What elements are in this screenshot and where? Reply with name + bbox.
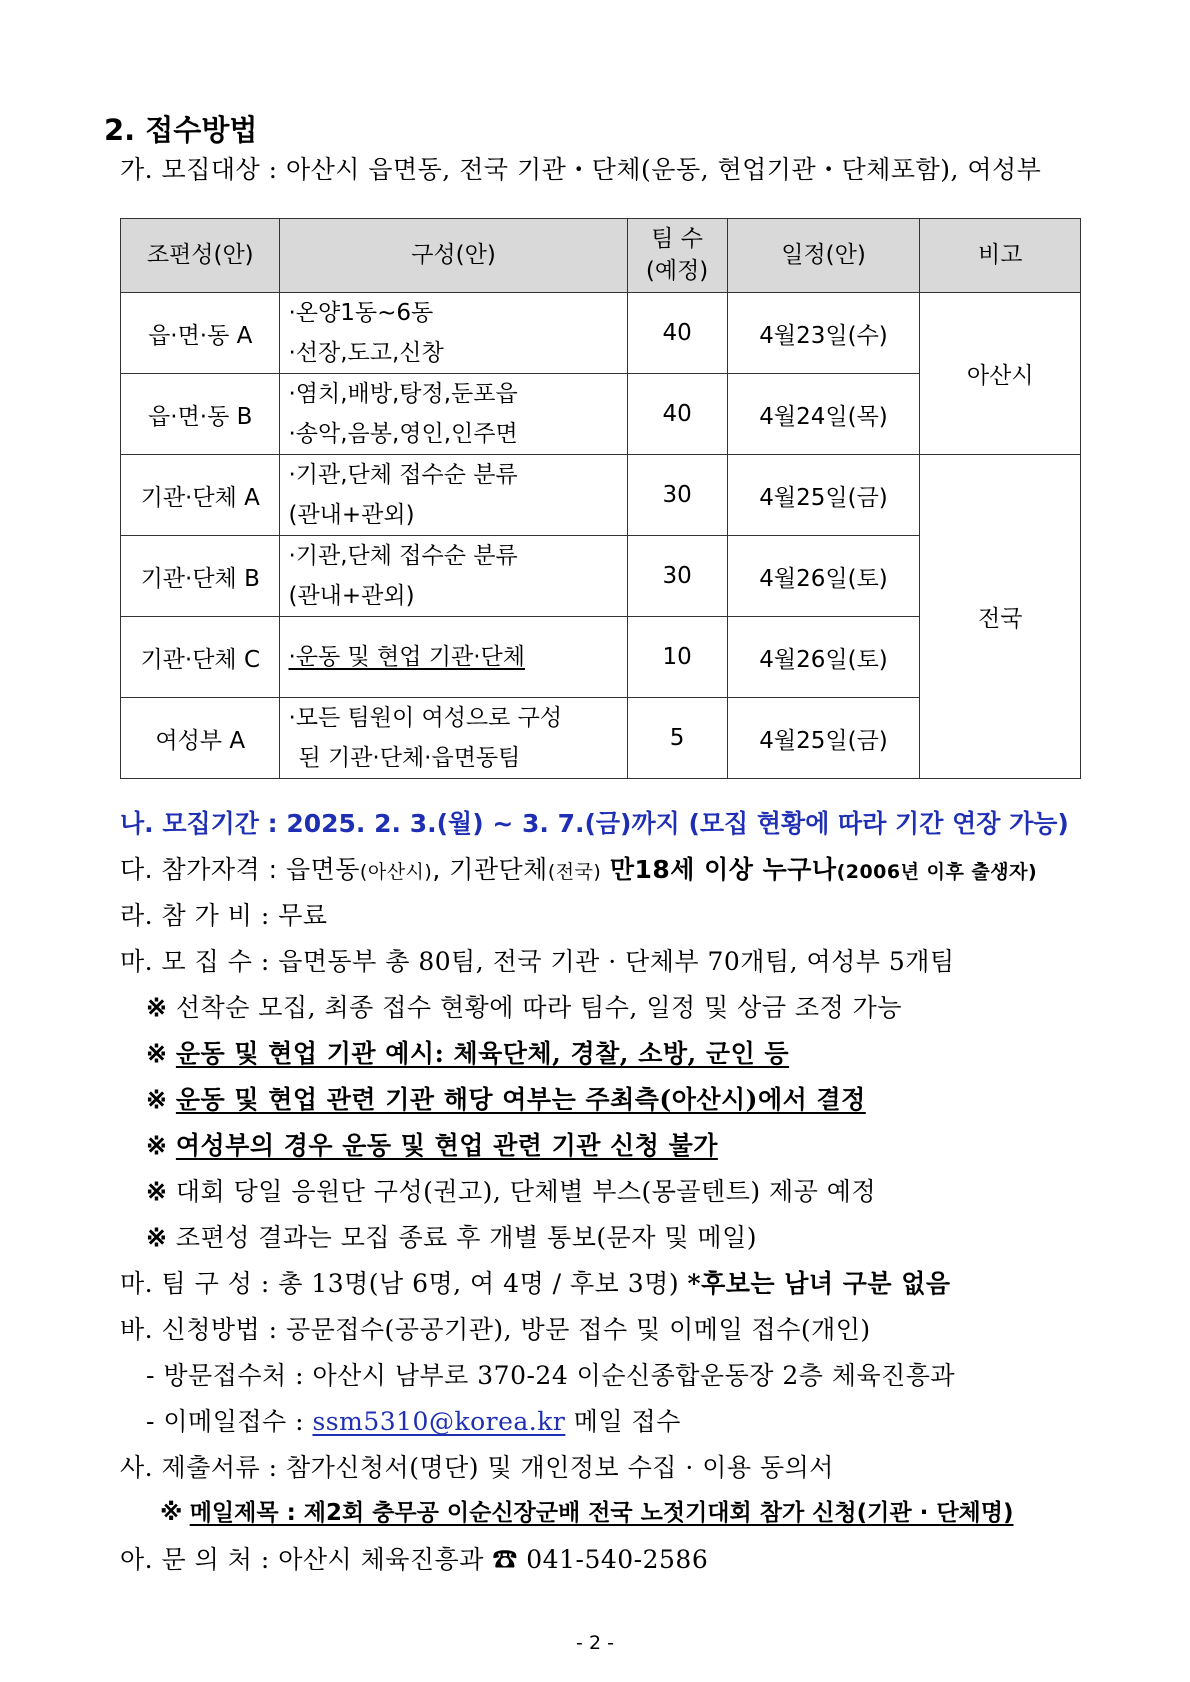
row-date: 4월25일(금) [727,455,920,536]
row-composition: ·염치,배방,탕정,둔포읍 ·송악,음봉,영인,인주면 [280,374,627,455]
group-table [120,218,1081,779]
header-composition: 구성(안) [280,219,627,293]
email-link[interactable]: ssm5310@korea.kr [312,1407,566,1436]
email-line: - 이메일접수 : ssm5310@korea.kr 메일 접수 [146,1407,681,1436]
documents-line: 사. 제출서류 : 참가신청서(명단) 및 개인정보 수집 · 이용 동의서 [120,1453,834,1482]
mail-subject-line: ※ 메일제목 : 제2회 충무공 이순신장군배 전국 노젓기대회 참가 신청(기관 · 단체명) [160,1500,1014,1526]
row-teams: 40 [627,374,727,455]
note-item: ※ 여성부의 경우 운동 및 현업 관련 기관 신청 불가 [146,1131,718,1160]
team-composition-line: 마. 팀 구 성 : 총 13명(남 6명, 여 4명 / 후보 3명) *후보는 남녀 구분 없음 [120,1269,951,1298]
note-item: ※ 대회 당일 응원단 구성(권고), 단체별 부스(몽골텐트) 제공 예정 [146,1177,877,1206]
row-teams: 10 [627,617,727,698]
row-teams: 30 [627,536,727,617]
row-teams: 5 [627,698,727,779]
note-item: ※ 운동 및 현업 관련 기관 해당 여부는 주최측(아산시)에서 결정 [146,1085,866,1114]
row-group: 읍·면·동 B [121,374,280,455]
row-date: 4월24일(목) [727,374,920,455]
row-composition: ·모든 팀원이 여성으로 구성 된 기관·단체·읍면동팀 [280,698,627,779]
row-composition: ·온양1동~6동 ·선장,도고,신창 [280,293,627,374]
table-row [121,455,1081,536]
row-teams: 40 [627,293,727,374]
row-group: 기관·단체 C [121,617,280,698]
row-date: 4월26일(토) [727,536,920,617]
row-teams: 30 [627,455,727,536]
note-item: ※ 선착순 모집, 최종 접수 현황에 따라 팀수, 일정 및 상금 조정 가능 [146,993,902,1022]
apply-method-line: 바. 신청방법 : 공문접수(공공기관), 방문 접수 및 이메일 접수(개인) [120,1315,871,1344]
phone-icon: ☎ [492,1545,518,1574]
page-number: - 2 - [576,1632,614,1654]
header-note: 비고 [920,219,1081,293]
note-item: ※ 조편성 결과는 모집 종료 후 개별 통보(문자 및 메일) [146,1223,757,1252]
recruit-period-line: 나. 모집기간 : 2025. 2. 3.(월) ~ 3. 7.(금)까지 (모집 현황에 따라 기간 연장 가능) [120,809,1069,838]
eligibility-line: 다. 참가자격 : 읍면동(아산시), 기관단체(전국) 만18세 이상 누구나(2006년 이후 출생자) [120,855,1038,884]
row-composition: ·기관,단체 접수순 분류 (관내+관외) [280,536,627,617]
section-title: 2. 접수방법 [104,113,258,147]
table-row [121,293,1081,374]
row-composition: ·운동 및 현업 기관·단체 [280,617,627,698]
row-group: 읍·면·동 A [121,293,280,374]
row-group: 기관·단체 B [121,536,280,617]
row-group: 여성부 A [121,698,280,779]
header-teams: 팀 수 (예정) [627,219,727,293]
row-group: 기관·단체 A [121,455,280,536]
fee-line: 라. 참 가 비 : 무료 [120,901,328,930]
header-schedule: 일정(안) [727,219,920,293]
row-note-national: 전국 [920,455,1081,779]
header-group: 조편성(안) [121,219,280,293]
recruit-count-line: 마. 모 집 수 : 읍면동부 총 80팀, 전국 기관 · 단체부 70개팀, 여성부 5개팀 [120,947,955,976]
visit-address-line: - 방문접수처 : 아산시 남부로 370-24 이순신종합운동장 2층 체육진흥과 [146,1361,956,1390]
contact-line: 아. 문 의 처 : 아산시 체육진흥과 ☎ 041-540-2586 [120,1545,709,1574]
row-composition: ·기관,단체 접수순 분류 (관내+관외) [280,455,627,536]
recruit-target-line: 가. 모집대상 : 아산시 읍면동, 전국 기관・단체(운동, 현업기관・단체포함), 여성부 [120,155,1042,184]
row-date: 4월23일(수) [727,293,920,374]
table-header-row [121,219,1081,293]
row-note-asan: 아산시 [920,293,1081,455]
row-date: 4월26일(토) [727,617,920,698]
note-item: ※ 운동 및 현업 기관 예시: 체육단체, 경찰, 소방, 군인 등 [146,1039,790,1068]
row-date: 4월25일(금) [727,698,920,779]
